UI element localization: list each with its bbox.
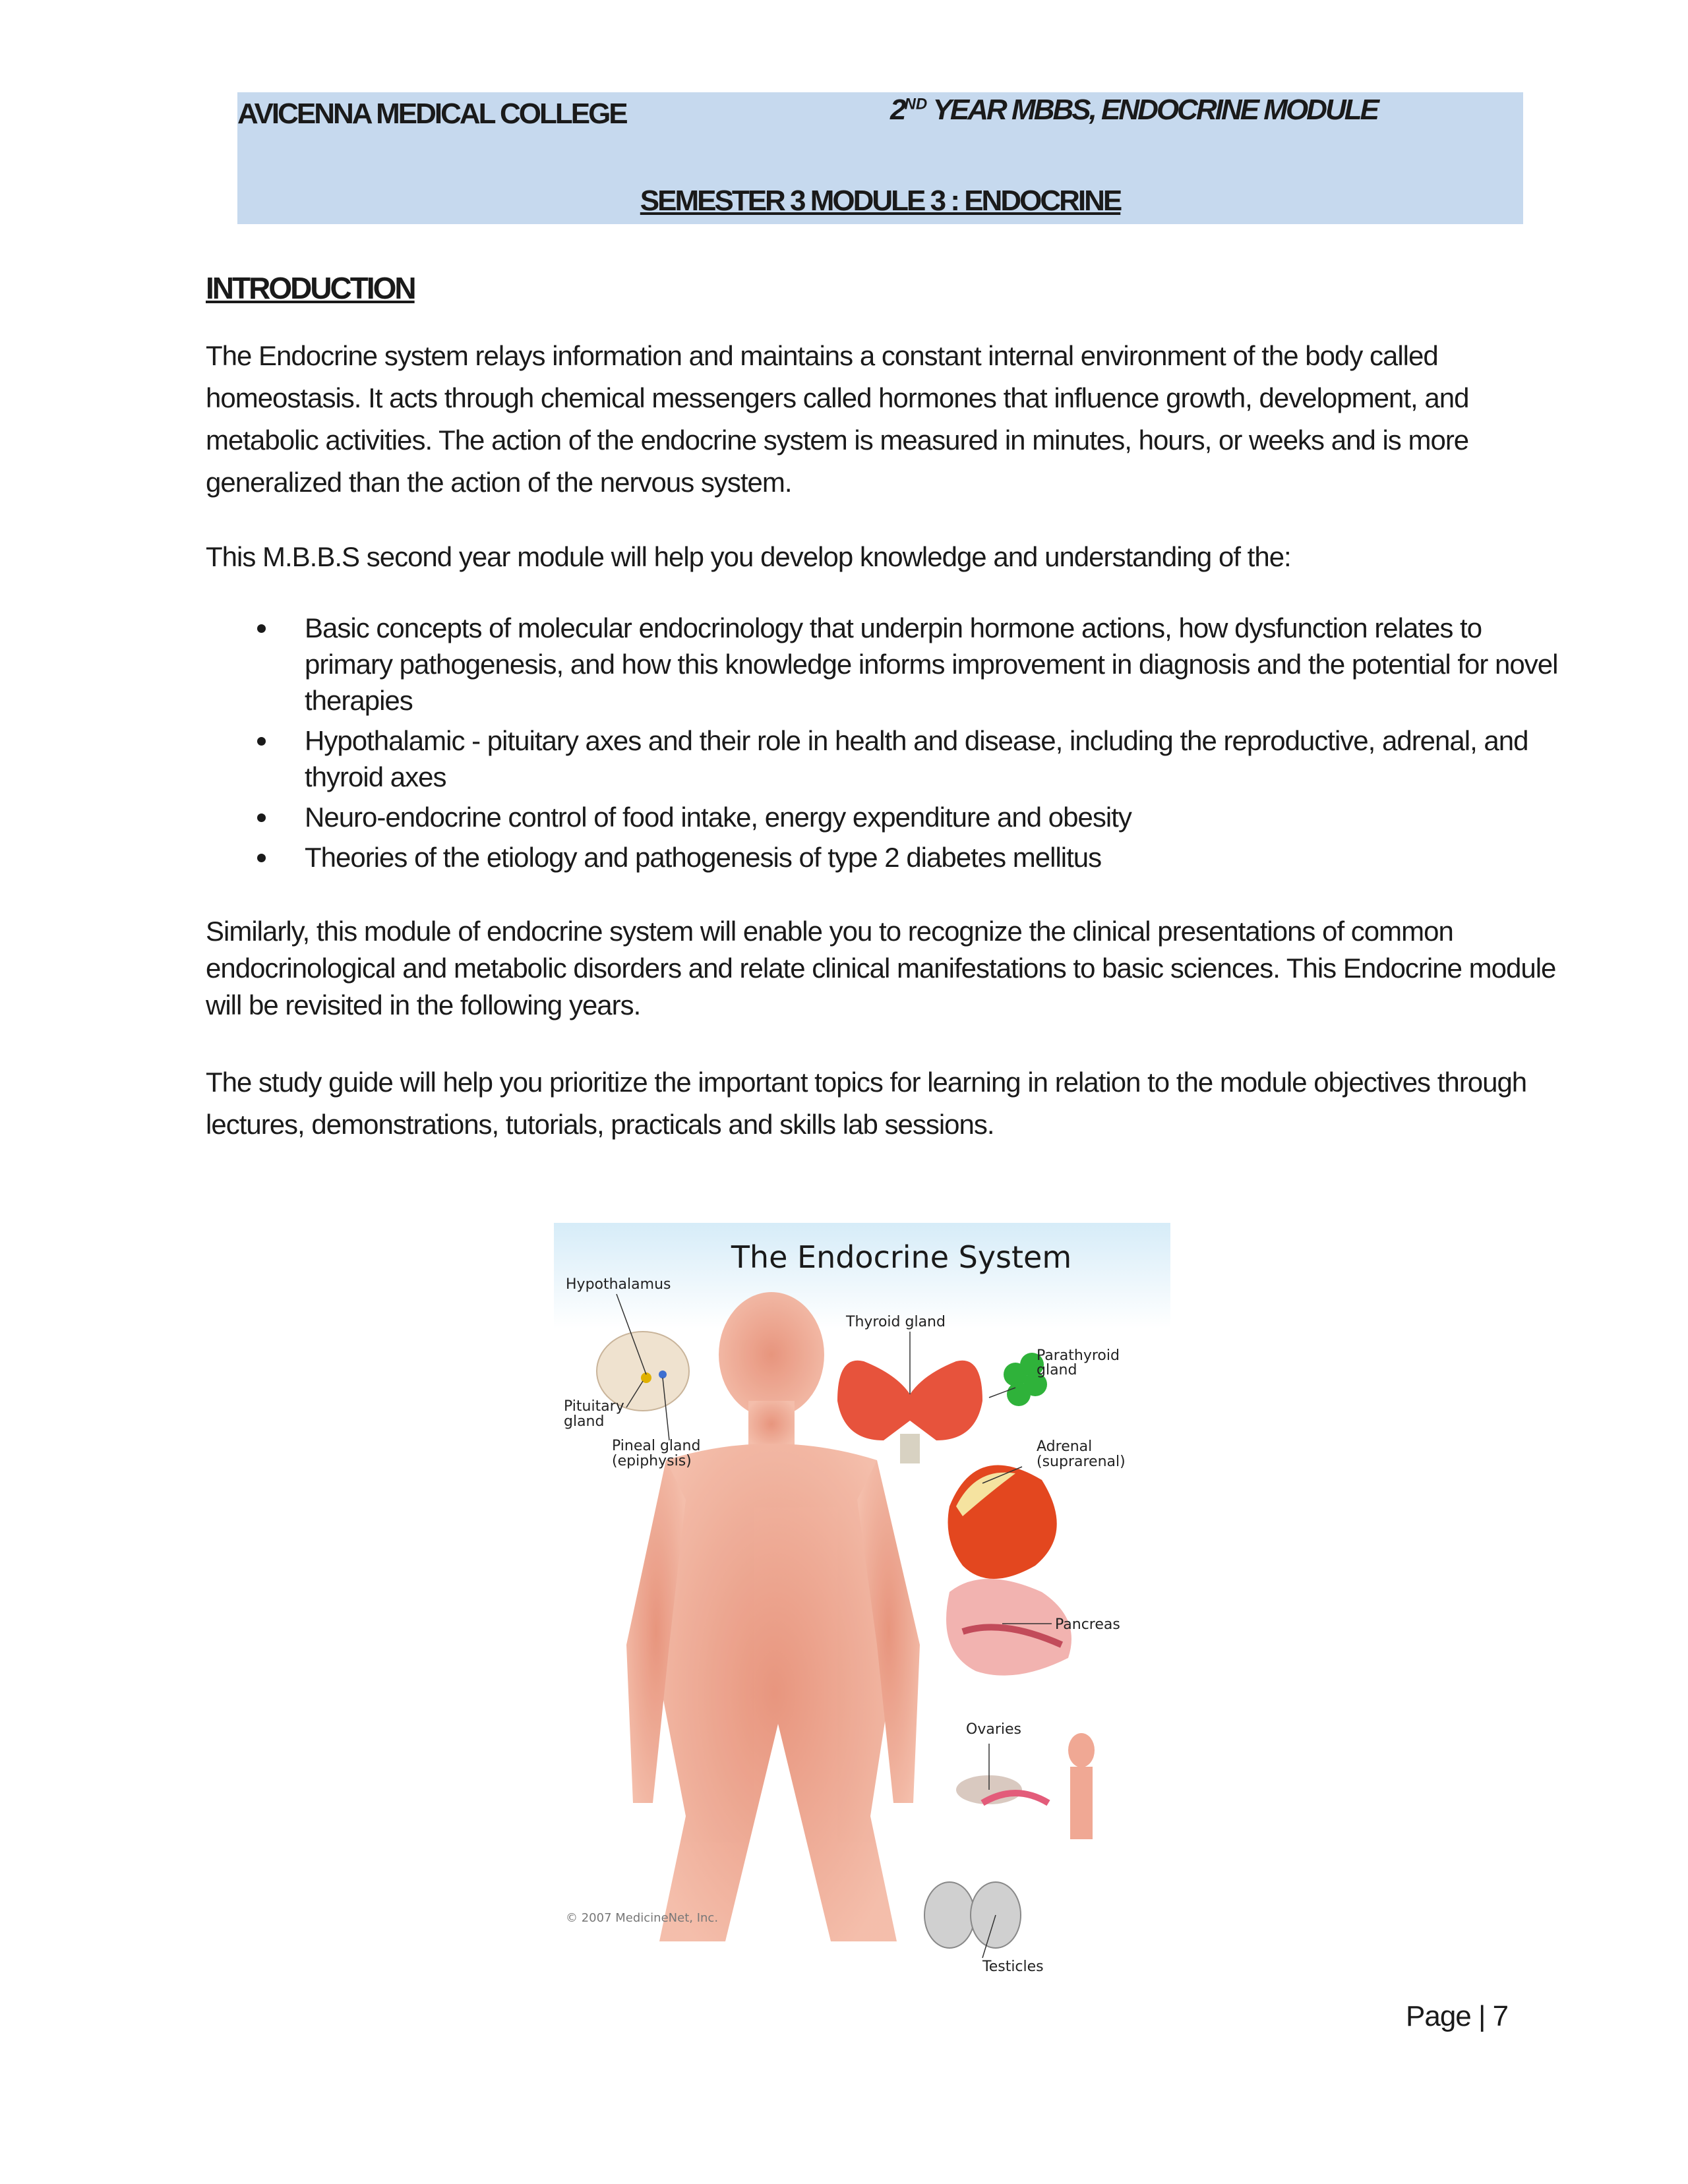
label-pineal-epiphysis: (epiphysis) (612, 1453, 692, 1469)
pancreas-icon (946, 1579, 1071, 1676)
list-item: Theories of the etiology and pathogenesis of type 2 diabetes mellitus (257, 839, 1569, 875)
label-ovaries: Ovaries (966, 1721, 1021, 1738)
college-name: AVICENNA MEDICAL COLLEGE (237, 98, 626, 130)
label-pancreas: Pancreas (1055, 1616, 1120, 1633)
adrenal-icon (948, 1465, 1057, 1579)
intro-paragraph-4: The study guide will help you prioritize the important topics for learning in relation to the module objectives through lectures, demonstrations, tutorials, practicals and skills lab sessions. (206, 1067, 1527, 1140)
figure-copyright: © 2007 MedicineNet, Inc. (566, 1911, 719, 1925)
label-pituitary: Pituitary (564, 1398, 624, 1415)
endocrine-system-figure (554, 1223, 1170, 1978)
label-hypothalamus: Hypothalamus (566, 1276, 671, 1293)
label-testicles: Testicles (982, 1959, 1044, 1975)
label-adrenal-suprarenal: (suprarenal) (1037, 1454, 1126, 1470)
label-thyroid: Thyroid gland (846, 1314, 946, 1330)
section-heading: INTRODUCTION (206, 271, 415, 305)
label-parathyroid-gland: gland (1037, 1362, 1077, 1378)
ovaries-icon (956, 1733, 1095, 1839)
year-module: 2ND YEAR MBBS, ENDOCRINE MODULE (890, 94, 1377, 126)
semester-title: SEMESTER 3 MODULE 3 : ENDOCRINE (640, 185, 1121, 217)
intro-paragraph-3: Similarly, this module of endocrine system will enable you to recognize the clinical presentations of common endocrinological and metabolic disorders and relate clinical manifestations to basic sciences. This Endocrine module will be revisited in the following years. (206, 916, 1556, 1020)
list-item: Neuro-endocrine control of food intake, energy expenditure and obesity (257, 799, 1569, 835)
label-parathyroid: Parathyroid (1037, 1347, 1120, 1364)
intro-paragraph-1: The Endocrine system relays information and maintains a constant internal environment of the body called homeostasis. It acts through chemical messengers called hormones that influence growth, development, and metabolic activities. The action of the endocrine system is measured in minutes, hours, or weeks and is more generalized than the action of the nervous system. (206, 340, 1469, 498)
objectives-list (257, 610, 1569, 879)
label-pineal: Pineal gland (612, 1438, 701, 1454)
testicles-icon (924, 1882, 1021, 1948)
figure-title: The Endocrine System (731, 1239, 1072, 1275)
list-item: Hypothalamic - pituitary axes and their role in health and disease, including the reproductive, adrenal, and thyroid axes (257, 723, 1569, 795)
intro-paragraph-2: This M.B.B.S second year module will help you develop knowledge and understanding of the: (206, 541, 1291, 572)
list-item: Basic concepts of molecular endocrinology that underpin hormone actions, how dysfunction relates to primary pathogenesis, and how this knowledge informs improvement in diagnosis and the potential for novel therapies (257, 610, 1569, 719)
label-pituitary-gland: gland (564, 1413, 605, 1430)
figure-background (554, 1223, 1170, 1328)
label-adrenal: Adrenal (1037, 1438, 1093, 1455)
page-number: Page | 7 (1406, 2000, 1509, 2032)
